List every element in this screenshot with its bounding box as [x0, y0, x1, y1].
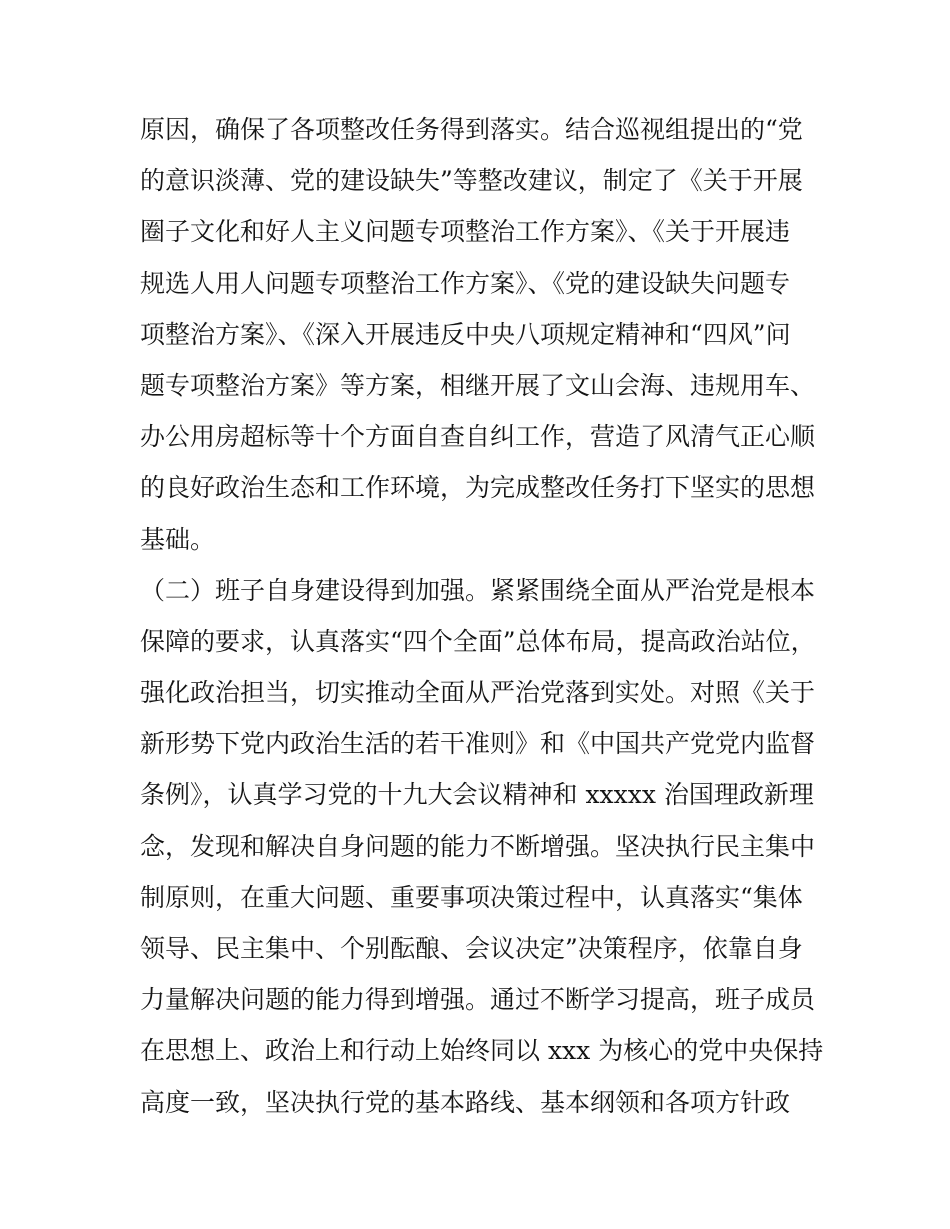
text-line: 领导、民主集中、个别酝酿、会议决定”决策程序，依靠自身 — [140, 934, 803, 963]
text-line: 原因，确保了各项整改任务得到落实。结合巡视组提出的“党 — [140, 115, 803, 144]
text-line: 新形势下党内政治生活的若干准则》和《中国共产党党内监督 — [140, 729, 816, 759]
section-heading-line: （二）班子自身建设得到加强。紧紧围绕全面从严治党是根本 — [140, 575, 816, 605]
text-line: 在思想上、政治上和行动上始终同以 xxx 为核心的党中央保持 — [140, 1036, 824, 1066]
text-line: 规选人用人问题专项整治工作方案》、《党的建设缺失问题专 — [140, 268, 791, 298]
text-line: 高度一致，坚决执行党的基本路线、基本纲领和各项方针政 — [140, 1087, 791, 1117]
text-line: 办公用房超标等十个方面自查自纠工作，营造了风清气正心顺 — [140, 422, 816, 452]
text-line: 力量解决问题的能力得到增强。通过不断学习提高，班子成员 — [140, 985, 816, 1015]
text-line: 圈子文化和好人主义问题专项整治工作方案》、《关于开展违 — [140, 217, 791, 247]
text-line: 题专项整治方案》等方案，相继开展了文山会海、违规用车、 — [140, 370, 816, 400]
text-line: 保障的要求，认真落实“四个全面”总体布局，提高政治站位， — [140, 626, 816, 656]
text-line: 条例》，认真学习党的十九大会议精神和 xxxxx 治国理政新理 — [140, 780, 814, 810]
body-text — [140, 104, 830, 1128]
text-line: 项整治方案》、《深入开展违反中央八项规定精神和“四风”问 — [140, 319, 791, 349]
text-line: 强化政治担当，切实推动全面从严治党落到实处。对照《关于 — [140, 678, 816, 708]
text-line: 的良好政治生态和工作环境，为完成整改任务打下坚实的思想 — [140, 473, 816, 503]
text-line: 念，发现和解决自身问题的能力不断增强。坚决执行民主集中 — [140, 831, 816, 861]
text-line: 基础。 — [140, 524, 216, 554]
text-line: 的意识淡薄、党的建设缺失”等整改建议，制定了《关于开展 — [140, 166, 803, 196]
text-line: 制原则，在重大问题、重要事项决策过程中，认真落实“集体 — [140, 882, 803, 912]
